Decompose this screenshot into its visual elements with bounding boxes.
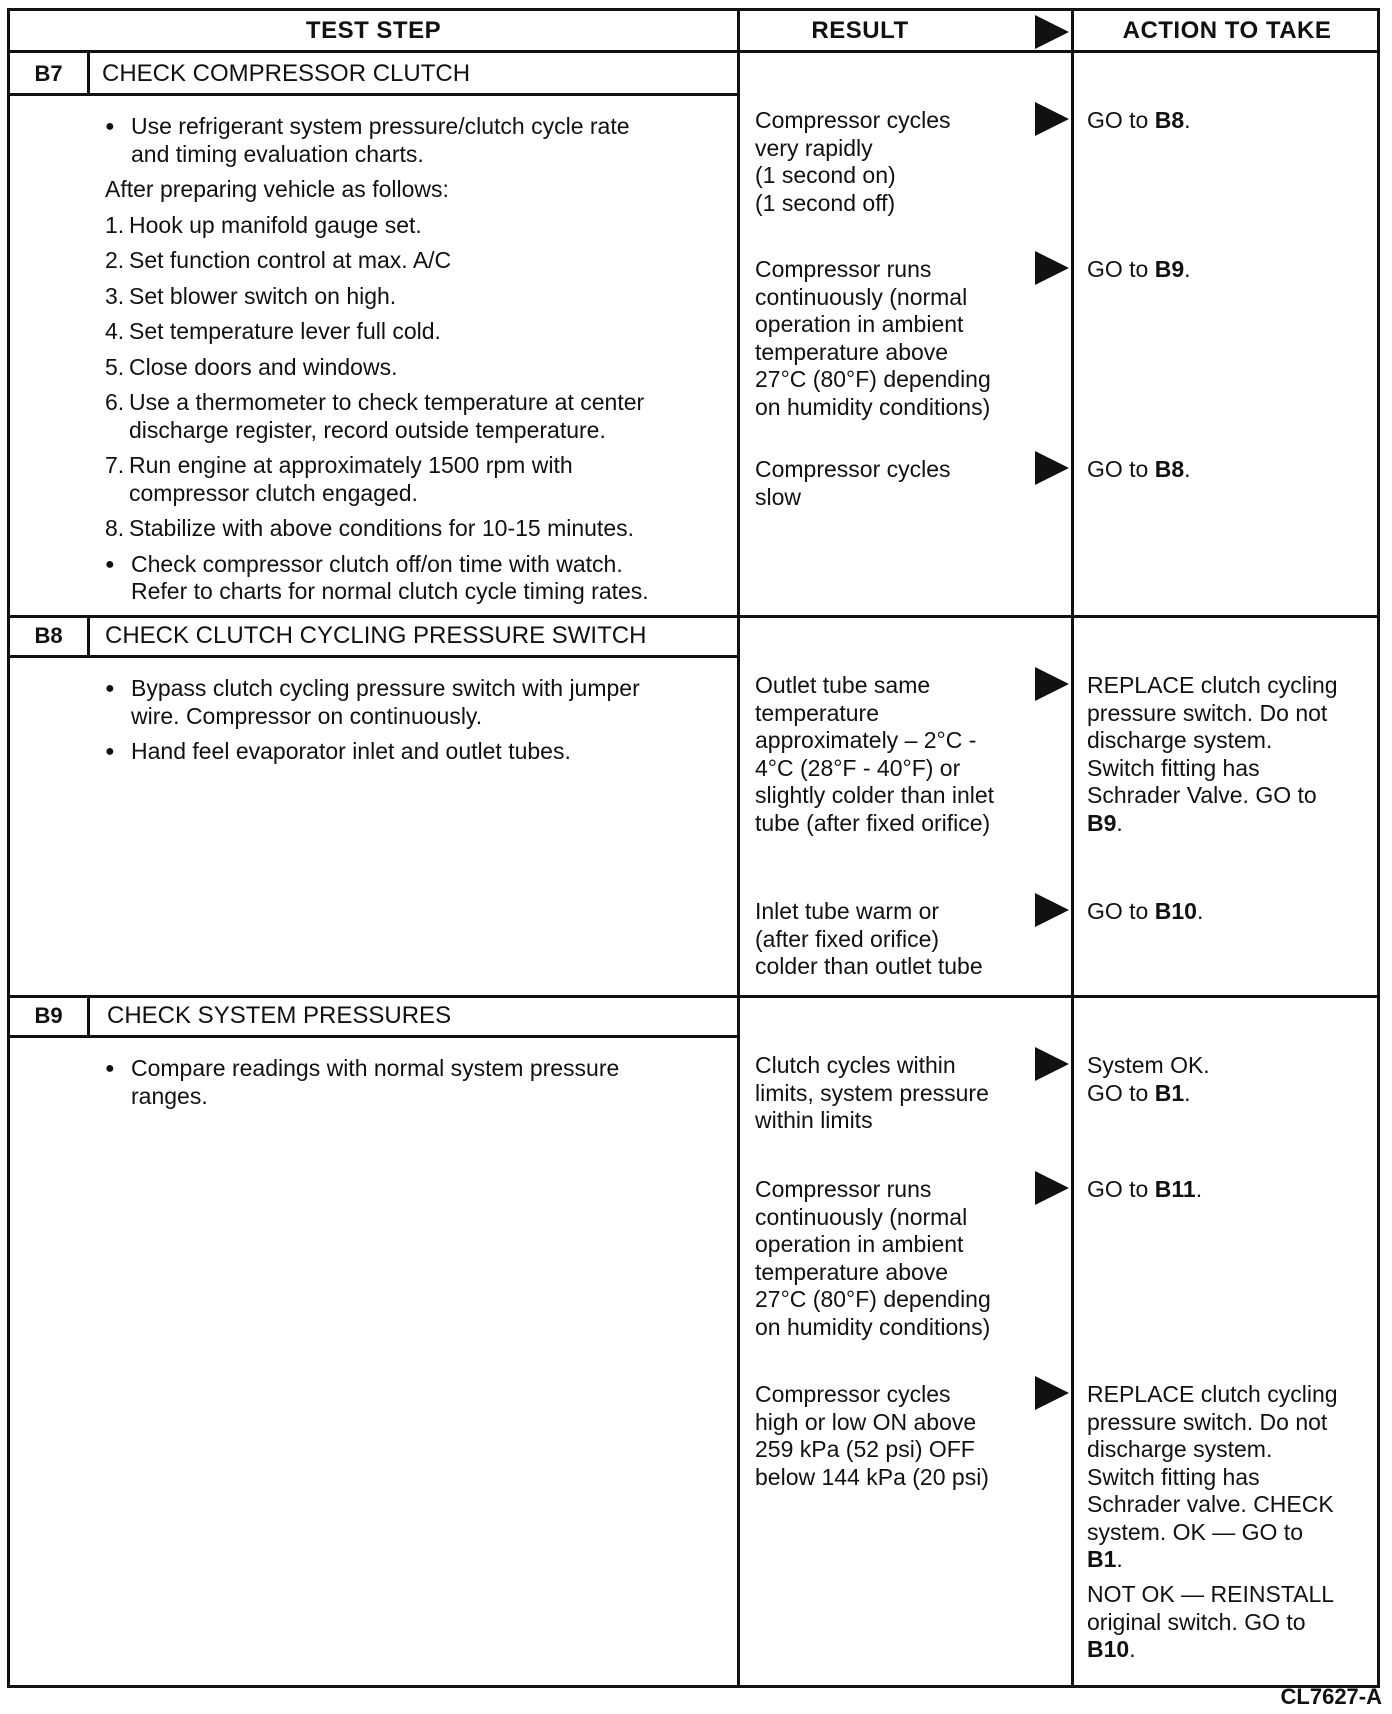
step-reference: B1 xyxy=(1087,1546,1117,1572)
arrow-icon xyxy=(1035,102,1069,136)
instruction-line: ● Use refrigerant system pressure/clutch cycle rate xyxy=(131,113,630,139)
arrow-icon xyxy=(1035,1376,1069,1410)
result-text xyxy=(755,898,1025,981)
result-line: Compressor cycles xyxy=(755,456,951,482)
step-reference: B11 xyxy=(1154,1176,1196,1202)
result-line: temperature above xyxy=(755,338,949,365)
result-line: Outlet tube same xyxy=(755,672,931,698)
bullet-item xyxy=(105,675,725,730)
action-text xyxy=(1087,107,1377,135)
result-line: tube (after fixed orifice) xyxy=(755,809,991,836)
action-line xyxy=(1087,1436,1377,1464)
action-segment: . xyxy=(1129,1636,1136,1662)
result-text xyxy=(755,107,1025,217)
item-number: 2. xyxy=(105,247,125,273)
item-number: 1. xyxy=(105,211,125,238)
instruction-line: discharge register, record outside temperature. xyxy=(129,416,606,443)
arrow-icon xyxy=(1035,667,1069,701)
step-reference: B1 xyxy=(1154,1079,1185,1106)
result-line: Compressor cycles xyxy=(755,1381,951,1407)
action-segment: . xyxy=(1184,456,1191,482)
result-line: (1 second on) xyxy=(755,162,896,188)
item-number: 6. xyxy=(105,389,125,415)
action-line xyxy=(1087,782,1377,810)
action-line xyxy=(1087,1581,1377,1609)
action-line xyxy=(1087,810,1377,838)
action-line xyxy=(1087,107,1377,135)
action-segment: Schrader Valve. GO to xyxy=(1087,782,1317,808)
action-segment: . xyxy=(1116,809,1123,836)
step-title: CHECK CLUTCH CYCLING PRESSURE SWITCH xyxy=(105,622,647,649)
result-text xyxy=(755,1176,1025,1341)
numbered-item xyxy=(105,283,725,311)
result-line: colder than outlet tube xyxy=(755,953,983,979)
action-line xyxy=(1087,1609,1377,1637)
result-text xyxy=(755,456,1025,511)
action-text xyxy=(1087,672,1377,837)
step-reference: B9 xyxy=(1087,809,1117,836)
result-line: limits, system pressure xyxy=(755,1079,989,1106)
step-id-divider xyxy=(87,995,90,1035)
step-reference: B10 xyxy=(1154,898,1197,924)
instruction-line: ranges. xyxy=(131,1082,208,1109)
arrow-icon xyxy=(1035,1171,1069,1205)
action-line xyxy=(1087,1381,1377,1409)
action-text xyxy=(1087,1176,1377,1204)
action-text xyxy=(1087,898,1377,926)
header-result: RESULT xyxy=(811,17,909,44)
action-segment: REPLACE clutch cycling xyxy=(1087,672,1338,698)
action-line xyxy=(1087,700,1377,728)
item-number: 3. xyxy=(105,282,125,309)
step-title: CHECK COMPRESSOR CLUTCH xyxy=(102,60,471,87)
action-line xyxy=(1087,727,1377,755)
instruction-line: Stabilize with above conditions for 10-15 minutes. xyxy=(129,515,635,541)
action-line xyxy=(1087,1519,1377,1547)
numbered-item xyxy=(105,354,725,382)
action-segment: . xyxy=(1196,898,1204,924)
instruction-line: Close doors and windows. xyxy=(129,353,398,380)
instruction-line: and timing evaluation charts. xyxy=(131,140,424,167)
numbered-item xyxy=(105,515,725,543)
action-segment: System OK. xyxy=(1087,1052,1210,1078)
header-test-step: TEST STEP xyxy=(305,17,442,44)
instruction-line: Set function control at max. A/C xyxy=(129,247,452,273)
step-id: B7 xyxy=(34,61,63,86)
item-number: 5. xyxy=(105,353,125,380)
result-line: slow xyxy=(755,483,802,510)
action-segment: original switch. GO to xyxy=(1087,1608,1306,1635)
instruction-text xyxy=(105,176,725,204)
step-instructions xyxy=(105,113,725,614)
action-line xyxy=(1087,1464,1377,1492)
result-line: continuously (normal xyxy=(755,1203,968,1230)
instruction-line: Hook up manifold gauge set. xyxy=(129,211,422,238)
action-line xyxy=(1087,1636,1377,1664)
action-segment: pressure switch. Do not xyxy=(1087,1408,1328,1435)
instruction-line: Run engine at approximately 1500 rpm with xyxy=(129,452,573,478)
bullet-item xyxy=(105,551,725,606)
result-line: on humidity conditions) xyxy=(755,1313,991,1340)
result-line: (1 second off) xyxy=(755,189,896,216)
instruction-line: ● Compare readings with normal system pressure xyxy=(131,1055,620,1081)
arrow-icon xyxy=(1035,451,1069,485)
bullet-item xyxy=(105,113,725,168)
bullet-item xyxy=(105,738,725,766)
instruction-line: After preparing vehicle as follows: xyxy=(105,176,449,202)
step-instructions xyxy=(105,675,725,774)
action-segment: NOT OK — REINSTALL xyxy=(1087,1581,1335,1607)
action-segment: REPLACE clutch cycling xyxy=(1087,1381,1338,1407)
action-segment: . xyxy=(1184,256,1191,282)
action-line xyxy=(1087,456,1377,484)
figure-code: CL7627-A xyxy=(1280,1684,1382,1709)
action-segment: Schrader valve. CHECK xyxy=(1087,1491,1334,1517)
action-line xyxy=(1087,755,1377,783)
result-line: continuously (normal xyxy=(755,283,968,310)
action-segment: discharge system. xyxy=(1087,1436,1273,1462)
action-segment: GO to xyxy=(1087,456,1155,482)
result-text xyxy=(755,256,1025,421)
action-segment: GO to xyxy=(1087,1176,1155,1202)
step-instructions xyxy=(105,1055,725,1118)
result-text xyxy=(755,1052,1025,1135)
step-title-rule xyxy=(10,1035,737,1038)
step-id: B8 xyxy=(34,623,63,648)
action-segment: system. OK — GO to xyxy=(1087,1518,1303,1545)
result-line: Compressor cycles xyxy=(755,107,951,133)
column-divider-result xyxy=(737,11,740,1685)
action-line xyxy=(1087,672,1377,700)
result-line: below 144 kPa (20 psi) xyxy=(755,1463,989,1490)
step-title: CHECK SYSTEM PRESSURES xyxy=(107,1002,452,1029)
numbered-item xyxy=(105,212,725,240)
result-line: (after fixed orifice) xyxy=(755,925,940,952)
result-line: approximately – 2°C - xyxy=(755,727,977,753)
action-segment: . xyxy=(1195,1176,1203,1202)
column-divider-action xyxy=(1071,11,1074,1685)
instruction-line: ● Bypass clutch cycling pressure switch with jumper xyxy=(131,675,640,701)
result-line: 27°C (80°F) depending xyxy=(755,1286,991,1312)
result-line: slightly colder than inlet xyxy=(755,782,995,808)
item-number: 8. xyxy=(105,515,125,541)
numbered-item xyxy=(105,389,725,444)
action-line xyxy=(1087,1052,1377,1080)
numbered-item xyxy=(105,247,725,275)
result-line: temperature xyxy=(755,699,880,726)
action-text xyxy=(1087,1052,1377,1107)
step-id: B9 xyxy=(34,1003,63,1028)
result-line: Inlet tube warm or xyxy=(755,898,940,924)
result-line: operation in ambient xyxy=(755,1231,964,1257)
action-segment: . xyxy=(1184,1079,1191,1106)
item-number: 4. xyxy=(105,318,125,344)
result-line: 27°C (80°F) depending xyxy=(755,366,991,392)
result-line: Clutch cycles within xyxy=(755,1052,956,1078)
result-line: 4°C (28°F - 40°F) or xyxy=(755,754,961,781)
action-line xyxy=(1087,256,1377,284)
result-line: within limits xyxy=(755,1107,873,1133)
arrow-icon xyxy=(1035,893,1069,927)
action-segment: pressure switch. Do not xyxy=(1087,699,1328,726)
action-segment: GO to xyxy=(1087,898,1155,924)
arrow-icon xyxy=(1035,1047,1069,1081)
result-line: on humidity conditions) xyxy=(755,393,991,420)
step-reference: B10 xyxy=(1087,1636,1130,1662)
result-line: very rapidly xyxy=(755,134,873,161)
numbered-item xyxy=(105,318,725,346)
action-segment: GO to xyxy=(1087,107,1155,133)
action-text xyxy=(1087,256,1377,284)
header-arrow-icon xyxy=(1035,15,1069,49)
instruction-line: Set temperature lever full cold. xyxy=(129,318,441,344)
instruction-line: Set blower switch on high. xyxy=(129,282,397,309)
step-title-rule xyxy=(10,655,737,658)
instruction-line: ● Hand feel evaporator inlet and outlet tubes. xyxy=(131,738,571,764)
action-segment: Switch fitting has xyxy=(1087,754,1260,781)
result-text xyxy=(755,672,1025,837)
result-line: Compressor runs xyxy=(755,256,932,282)
action-line xyxy=(1087,1176,1377,1204)
result-line: operation in ambient xyxy=(755,311,964,337)
action-text xyxy=(1087,1381,1377,1574)
action-line xyxy=(1087,1080,1377,1108)
action-line xyxy=(1087,1491,1377,1519)
arrow-icon xyxy=(1035,251,1069,285)
instruction-line: Refer to charts for normal clutch cycle timing rates. xyxy=(131,578,649,604)
action-segment: . xyxy=(1116,1546,1123,1572)
action-segment: Switch fitting has xyxy=(1087,1463,1260,1490)
bullet-item xyxy=(105,1055,725,1110)
step-id-divider xyxy=(87,615,90,655)
action-text xyxy=(1087,1581,1377,1664)
action-line xyxy=(1087,898,1377,926)
step-reference: B9 xyxy=(1154,256,1185,282)
diagnostic-table xyxy=(7,8,1380,1688)
action-segment: GO to xyxy=(1087,1079,1155,1106)
action-segment: . xyxy=(1184,107,1191,133)
result-text xyxy=(755,1381,1025,1491)
result-line: high or low ON above xyxy=(755,1408,977,1435)
step-id-divider xyxy=(87,53,90,93)
action-text xyxy=(1087,456,1377,484)
step-reference: B8 xyxy=(1154,456,1185,482)
header-action: ACTION TO TAKE xyxy=(1122,17,1332,44)
instruction-line: wire. Compressor on continuously. xyxy=(131,702,483,729)
result-line: temperature above xyxy=(755,1258,949,1285)
step-reference: B8 xyxy=(1154,107,1185,133)
action-line xyxy=(1087,1546,1377,1574)
action-segment: discharge system. xyxy=(1087,727,1273,753)
header-rule xyxy=(10,50,1380,53)
item-number: 7. xyxy=(105,452,125,478)
numbered-item xyxy=(105,452,725,507)
instruction-line: ● Check compressor clutch off/on time with watch. xyxy=(131,550,623,577)
instruction-line: Use a thermometer to check temperature at center xyxy=(129,389,645,415)
instruction-line: compressor clutch engaged. xyxy=(129,479,418,506)
action-line xyxy=(1087,1409,1377,1437)
step-title-rule xyxy=(10,93,737,96)
action-segment: GO to xyxy=(1087,256,1155,282)
result-line: 259 kPa (52 psi) OFF xyxy=(755,1436,975,1462)
result-line: Compressor runs xyxy=(755,1176,932,1202)
